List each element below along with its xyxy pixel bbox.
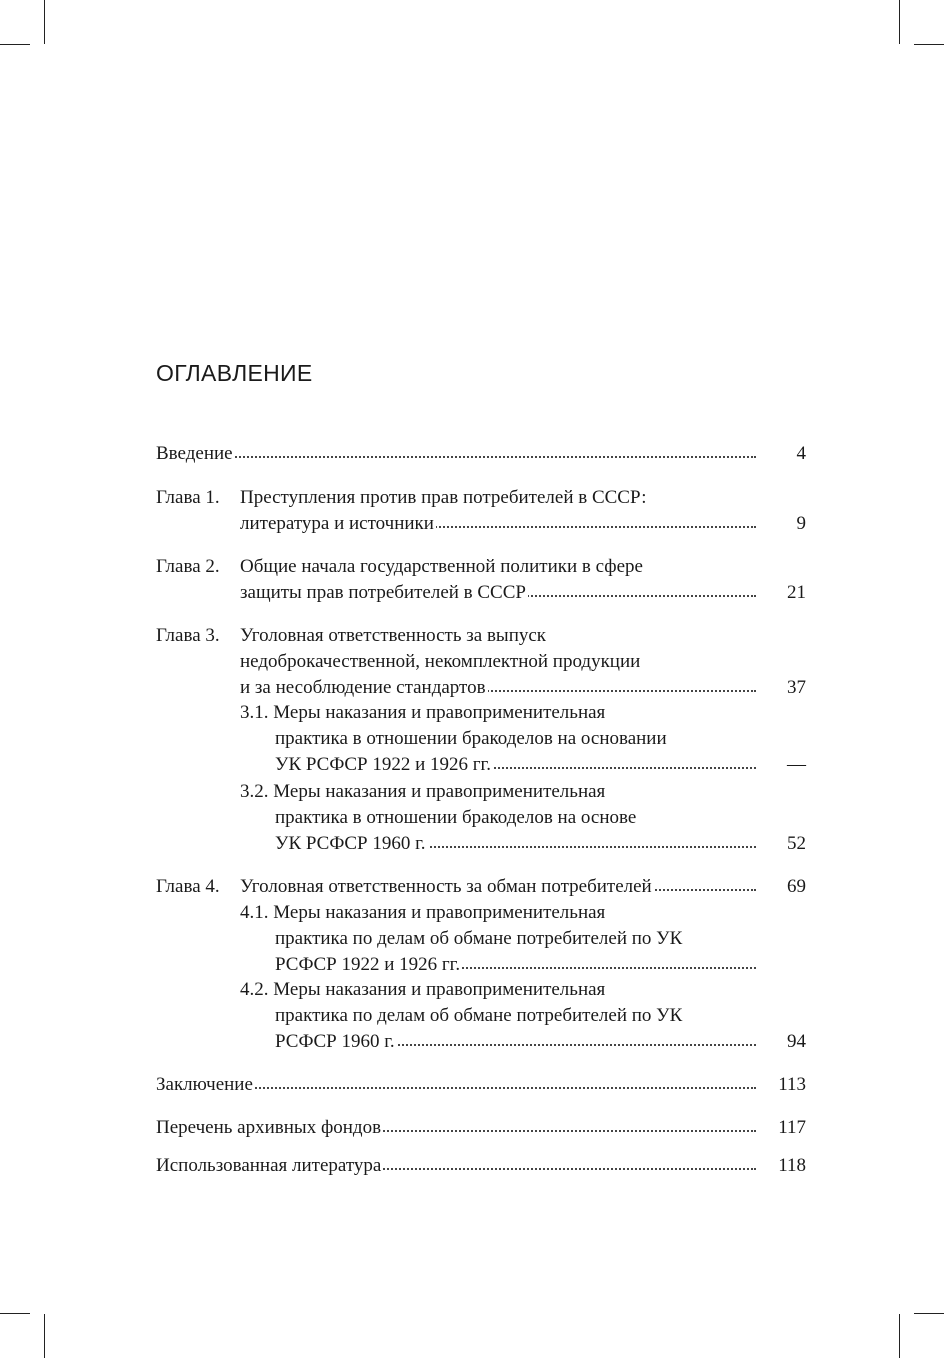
toc-ch3-s1-page: — bbox=[787, 754, 806, 775]
toc-intro-page: 4 bbox=[796, 443, 806, 464]
toc-entry-ch3-s2[interactable] bbox=[275, 831, 756, 857]
toc-ch4-label: Глава 4. bbox=[156, 876, 220, 897]
toc-entry-conclusion[interactable] bbox=[156, 1072, 756, 1098]
toc-ch2-label: Глава 2. bbox=[156, 556, 220, 577]
toc-ch4-s1-line3: РСФСР 1922 и 1926 гг. bbox=[275, 954, 461, 975]
toc-ch3-s1-line3: УК РСФСР 1922 и 1926 гг. bbox=[275, 754, 491, 775]
crop-mark-bottom-right-v bbox=[899, 1314, 900, 1358]
toc-entry-literature[interactable] bbox=[156, 1153, 756, 1179]
toc-ch3-line3: и за несоблюдение стандартов bbox=[240, 677, 486, 698]
toc-conclusion-page: 113 bbox=[778, 1074, 806, 1095]
crop-mark-top-right-v bbox=[899, 0, 900, 44]
toc-ch4-s2-line1: 4.2. Меры наказания и правоприменительная bbox=[240, 979, 606, 1000]
toc-ch2-page: 21 bbox=[787, 582, 806, 603]
toc-ch3-s2-page: 52 bbox=[787, 833, 806, 854]
toc-entry-ch4-s1[interactable] bbox=[275, 952, 756, 978]
toc-ch3-s2-line3: УК РСФСР 1960 г. bbox=[275, 833, 426, 854]
crop-mark-top-left-v bbox=[44, 0, 45, 44]
toc-ch3-label: Глава 3. bbox=[156, 625, 220, 646]
toc-ch4-s1-line1: 4.1. Меры наказания и правоприменительная bbox=[240, 902, 606, 923]
toc-entry-ch3-s1[interactable] bbox=[275, 752, 756, 778]
toc-ch1-page: 9 bbox=[796, 513, 806, 534]
toc-ch3-s2-line2: практика в отношении бракоделов на основе bbox=[275, 807, 637, 828]
toc-entry-ch3[interactable] bbox=[240, 675, 756, 701]
toc-ch4-s1-line2: практика по делам об обмане потребителей по УК bbox=[275, 928, 683, 949]
toc-entry-intro[interactable] bbox=[156, 441, 756, 467]
crop-mark-bottom-right-h bbox=[914, 1313, 944, 1314]
toc-ch3-s1-line2: практика в отношении бракоделов на основании bbox=[275, 728, 667, 749]
toc-ch3-line1: Уголовная ответственность за выпуск bbox=[240, 625, 547, 646]
toc-ch3-line2: недоброкачественной, некомплектной продукции bbox=[240, 651, 641, 672]
crop-mark-bottom-left-h bbox=[0, 1313, 30, 1314]
toc-archives-text: Перечень архивных фондов bbox=[156, 1117, 382, 1138]
toc-ch1-line1: Преступления против прав потребителей в СССР: bbox=[240, 487, 647, 508]
toc-ch3-s2-line1: 3.2. Меры наказания и правоприменительная bbox=[240, 781, 606, 802]
toc-intro-text: Введение bbox=[156, 443, 233, 464]
toc-ch4-line1: Уголовная ответственность за обман потребителей bbox=[240, 876, 652, 897]
toc-ch4-s2-line2: практика по делам об обмане потребителей по УК bbox=[275, 1005, 683, 1026]
toc-conclusion-text: Заключение bbox=[156, 1074, 253, 1095]
toc-entry-ch4[interactable] bbox=[240, 874, 756, 900]
crop-mark-top-left-h bbox=[0, 44, 30, 45]
toc-ch4-s2-line3: РСФСР 1960 г. bbox=[275, 1031, 395, 1052]
toc-ch1-label: Глава 1. bbox=[156, 487, 220, 508]
toc-ch2-line2: защиты прав потребителей в СССР bbox=[240, 582, 526, 603]
toc-ch1-line2: литература и источники bbox=[240, 513, 434, 534]
crop-mark-top-right-h bbox=[914, 44, 944, 45]
toc-ch2-line1: Общие начала государственной политики в сфере bbox=[240, 556, 643, 577]
toc-entry-ch2[interactable] bbox=[240, 580, 756, 606]
toc-ch4-page: 69 bbox=[787, 876, 806, 897]
toc-literature-text: Использованная литература bbox=[156, 1155, 382, 1176]
toc-ch4-s2-page: 94 bbox=[787, 1031, 806, 1052]
toc-entry-ch4-s2[interactable] bbox=[275, 1029, 756, 1055]
toc-ch3-page: 37 bbox=[787, 677, 806, 698]
toc-entry-ch1[interactable] bbox=[240, 511, 756, 537]
crop-mark-bottom-left-v bbox=[44, 1314, 45, 1358]
page-title: ОГЛАВЛЕНИЕ bbox=[156, 360, 313, 386]
toc-entry-archives[interactable] bbox=[156, 1115, 756, 1141]
toc-literature-page: 118 bbox=[778, 1155, 806, 1176]
toc-ch3-s1-line1: 3.1. Меры наказания и правоприменительная bbox=[240, 702, 606, 723]
toc-archives-page: 117 bbox=[778, 1117, 806, 1138]
